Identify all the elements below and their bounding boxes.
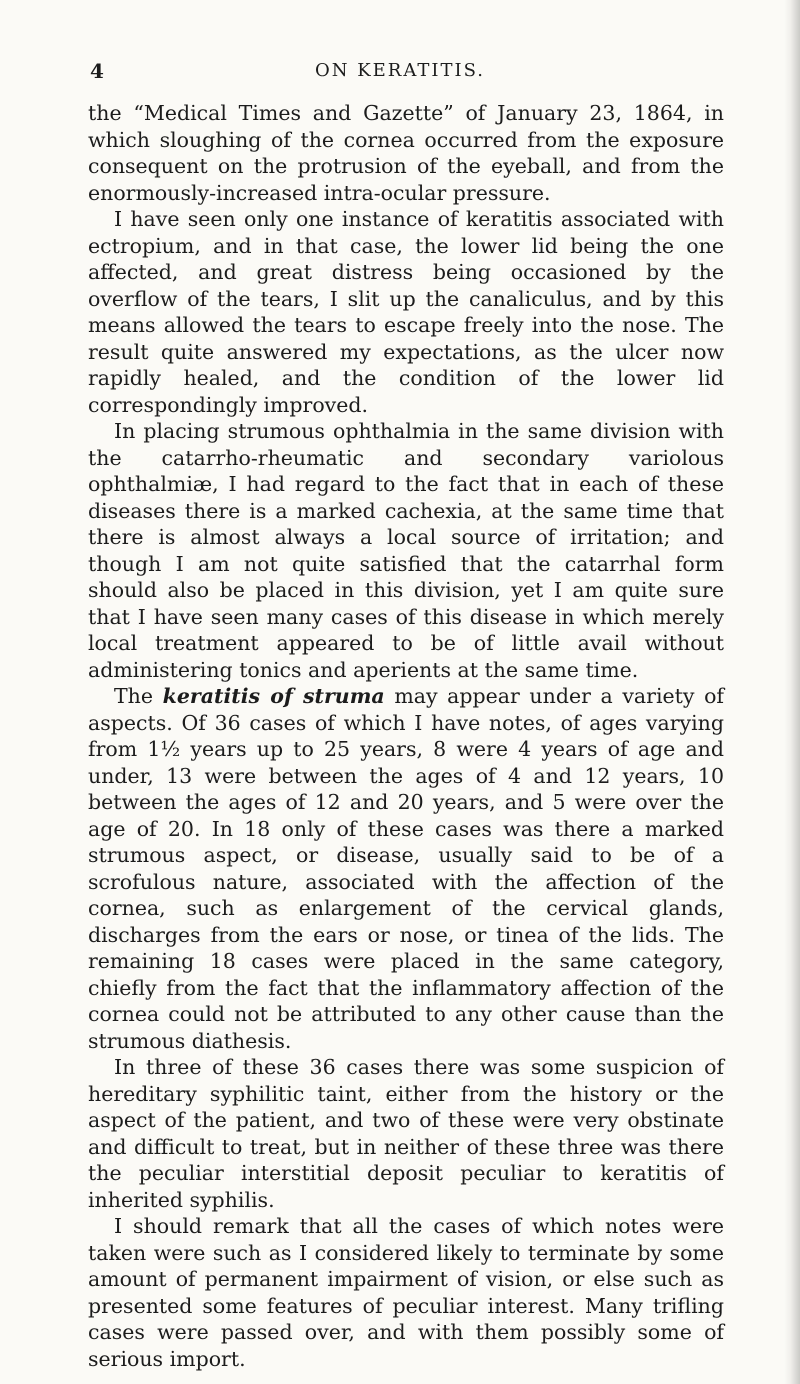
body-text: [88, 100, 724, 1372]
page-header: [90, 56, 710, 86]
page-number: 4: [90, 59, 104, 83]
paragraph-keratitis-of-struma: [88, 683, 724, 1054]
paragraph-strumous-ophthalmia: In placing strumous ophthalmia in the same division with the catarrho-rheumatic and secondary variolous ophthalmiæ, I had regard to the fact that in each of these diseases there is a marked cachexia, at the same time that there is almost always a local source of irritation; and though I am not quite satisfied that the catarrhal form should also be placed in this division, yet I am quite sure that I have seen many cases of this disease in which merely local treatment appeared to be of little avail without administering tonics and aperients at the same time.: [88, 419, 724, 682]
paragraph-ectropium: I have seen only one instance of keratitis associated with ectropium, and in that case, the lower lid being the one affected, and great distress being occasioned by the overflow of the tears, I slit up the canaliculus, and by this means allowed the tears to escape freely into the nose. The result quite answered my expectations, as the ulcer now rapidly healed, and the condition of the lower lid correspondingly improved.: [88, 207, 724, 417]
paragraph-continued: the “Medical Times and Gazette” of January 23, 1864, in which sloughing of the cornea occurred from the exposure consequent on the protrusion of the eyeball, and from the enormously-increased intra-ocular pressure.: [88, 101, 724, 205]
italic-term: keratitis of struma: [162, 684, 385, 708]
page-edge-shadow: [784, 0, 800, 1384]
paragraph-remark: I should remark that all the cases of which notes were taken were such as I considered likely to terminate by some amount of permanent impairment of vision, or else such as presented some features of peculiar interest. Many trifling cases were passed over, and with them possibly some of serious import.: [88, 1214, 724, 1371]
paragraph-rest: may appear under a variety of aspects. Of 36 cases of which I have notes, of ages varying from 1½ years up to 25 years, 8 were 4 years of age and under, 13 were between the ages of 4 and 12 years, 10 between the ages of 12 and 20 years, and 5 were over the age of 20. In 18 only of these cases was there a marked strumous aspect, or disease, usually said to be of a scrofulous nature, associated with the affection of the cornea, such as enlargement of the cervical glands, discharges from the ears or nose, or tinea of the lids. The remaining 18 cases were placed in the same category, chiefly from the fact that the inflammatory affection of the cornea could not be attributed to any other cause than the strumous diathesis.: [88, 684, 725, 1053]
running-title: ON KERATITIS.: [314, 60, 486, 81]
paragraph-lead: The: [114, 684, 163, 708]
paragraph-syphilitic-taint: In three of these 36 cases there was some suspicion of hereditary syphilitic taint, either from the history or the aspect of the patient, and two of these were very obstinate and difficult to treat, but in neither of these three was there the peculiar interstitial deposit peculiar to keratitis of inherited syphilis.: [88, 1055, 724, 1212]
